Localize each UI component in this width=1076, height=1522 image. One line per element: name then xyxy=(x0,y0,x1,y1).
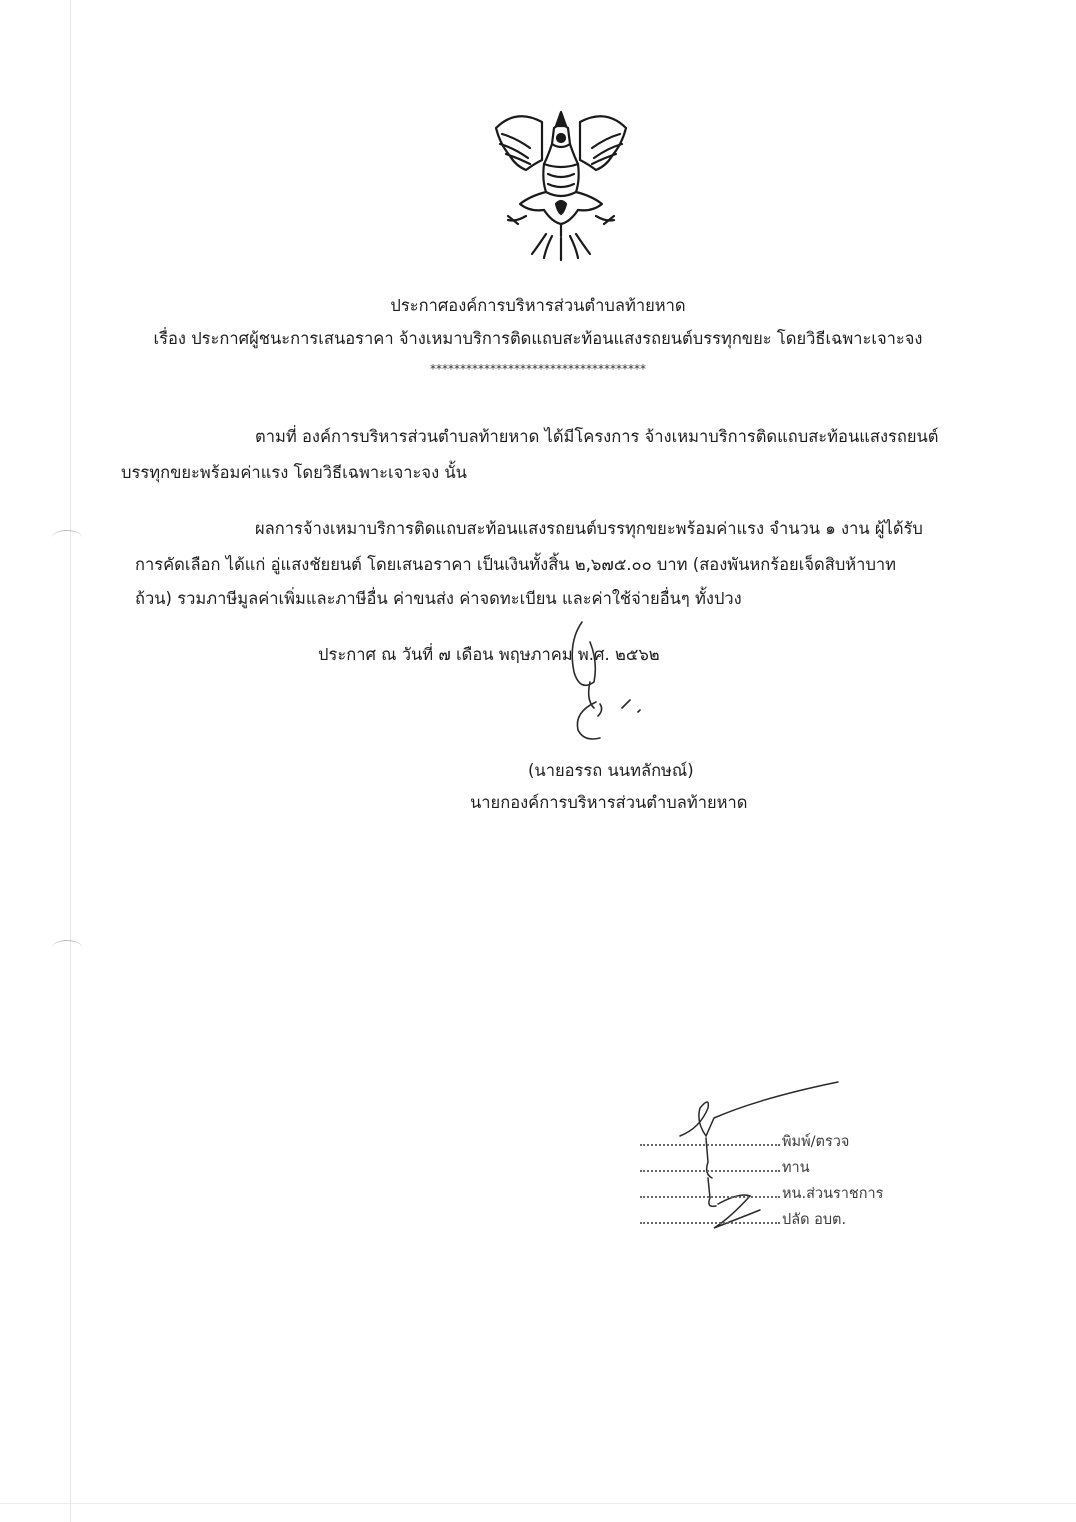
dotted-line xyxy=(640,1170,780,1172)
paragraph-2-line-1: ผลการจ้างเหมาบริการติดแถบสะท้อนแสงรถยนต์บรรทุกขยะพร้อมค่าแรง จำนวน ๑ งาน ผู้ได้รับ xyxy=(255,519,923,538)
page-edge-line xyxy=(70,0,71,1522)
paragraph-1-line-1: ตามที่ องค์การบริหารส่วนตำบลท้ายหาด ได้มีโครงการ จ้างเหมาบริการติดแถบสะท้อนแสงรถยนต์ xyxy=(255,427,939,446)
paragraph-1-line-2: บรรทุกขยะพร้อมค่าแรง โดยวิธีเฉพาะเจาะจง นั้น xyxy=(121,463,467,482)
garuda-emblem xyxy=(486,104,636,262)
handwritten-signature xyxy=(560,612,680,752)
separator-stars: ************************************ xyxy=(430,362,646,376)
page-bottom-line xyxy=(0,1503,1076,1504)
announcement-heading: ประกาศองค์การบริหารส่วนตำบลท้ายหาด xyxy=(390,296,686,315)
dotted-line xyxy=(640,1222,780,1224)
routing-label: ทาน xyxy=(782,1160,810,1176)
routing-initials-block xyxy=(640,1130,920,1234)
dotted-line xyxy=(640,1144,780,1146)
signer-position: นายกองค์การบริหารส่วนตำบลท้ายหาด xyxy=(470,793,748,812)
paragraph-2-line-2: การคัดเลือก ได้แก่ อู่แสงชัยยนต์ โดยเสนอราคา เป็นเงินทั้งสิ้น ๒,๖๗๕.๐๐ บาท (สองพันหกร้อยเจ็ดสิบห้าบาท xyxy=(135,555,897,574)
dotted-line xyxy=(640,1196,780,1198)
punch-hole-mark xyxy=(52,530,82,545)
routing-label: พิมพ์/ตรวจ xyxy=(782,1134,850,1150)
paragraph-2-line-3: ถ้วน) รวมภาษีมูลค่าเพิ่มและภาษีอื่น ค่าขนส่ง ค่าจดทะเบียน และค่าใช้จ่ายอื่นๆ ทั้งปวง xyxy=(135,589,742,608)
signer-name: (นายอรรถ นนทลักษณ์) xyxy=(528,761,694,780)
routing-row xyxy=(640,1208,920,1234)
routing-row xyxy=(640,1182,920,1208)
routing-label: ปลัด อบต. xyxy=(782,1212,847,1228)
announcement-date: ประกาศ ณ วันที่ ๗ เดือน พฤษภาคม พ.ศ. ๒๕๖๒ xyxy=(318,645,660,664)
routing-label: หน.ส่วนราชการ xyxy=(782,1186,884,1202)
routing-row xyxy=(640,1156,920,1182)
punch-hole-mark xyxy=(52,940,82,955)
routing-row xyxy=(640,1130,920,1156)
announcement-subject: เรื่อง ประกาศผู้ชนะการเสนอราคา จ้างเหมาบริการติดแถบสะท้อนแสงรถยนต์บรรทุกขยะ โดยวิธีเฉพาะเจาะจง xyxy=(153,329,923,348)
